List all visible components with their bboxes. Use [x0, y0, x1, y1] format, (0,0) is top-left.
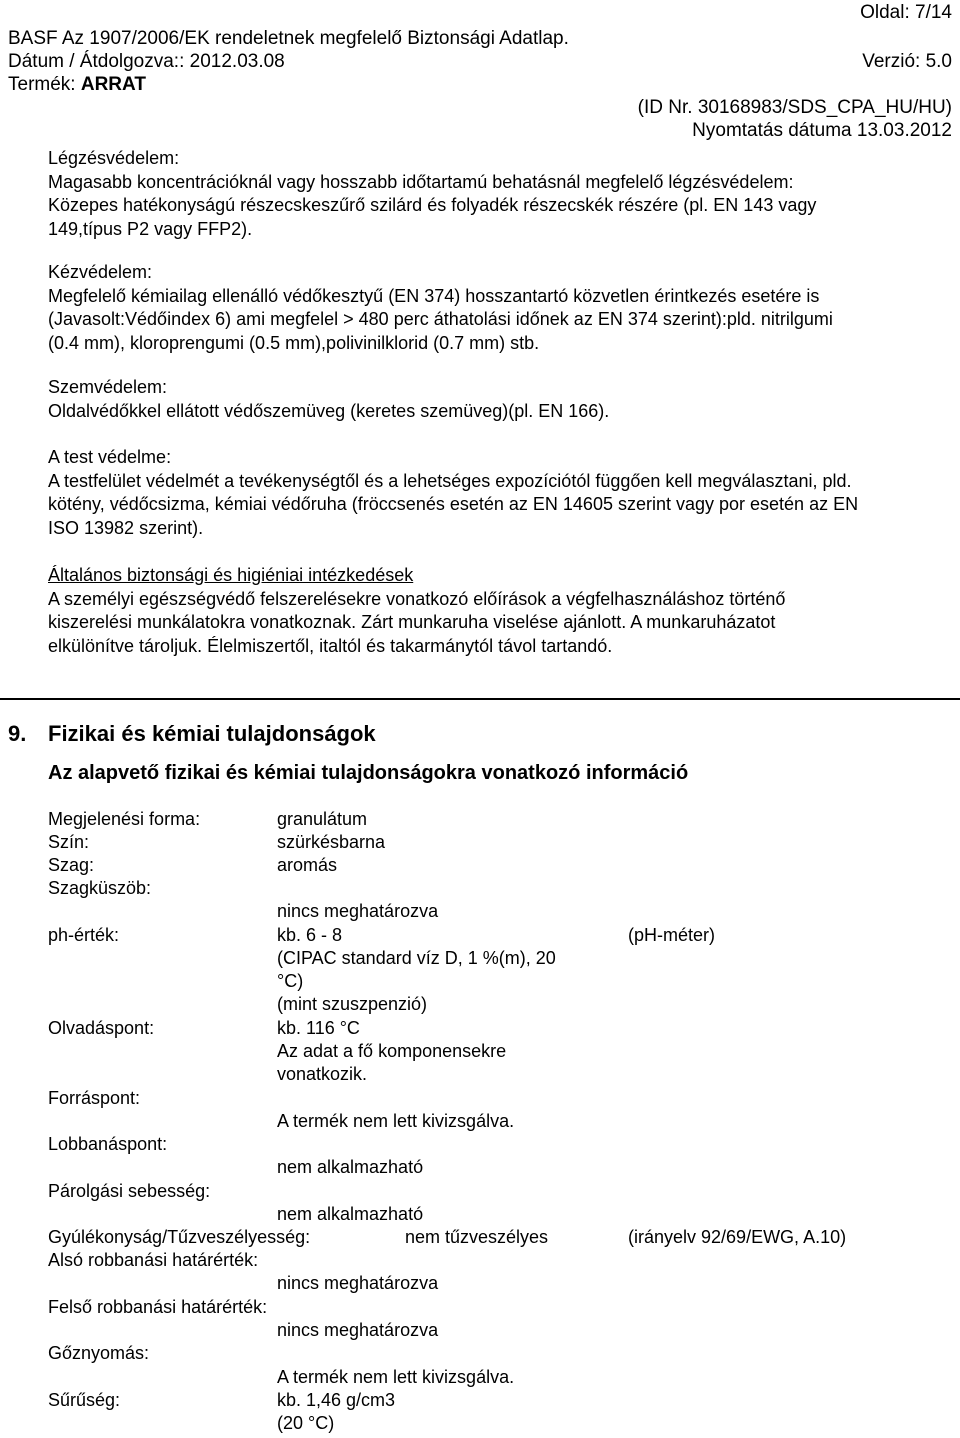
hand-line: (0.4 mm), kloroprengumi (0.5 mm),polivinilklorid (0.7 mm) stb. — [48, 332, 540, 353]
respiratory-line: Magasabb koncentrációknál vagy hosszabb időtartamú behatásnál megfelelő légzésvédelem: — [48, 171, 794, 192]
hand-section — [48, 261, 958, 355]
document-id: (ID Nr. 30168983/SDS_CPA_HU/HU) — [637, 97, 952, 118]
section-number: 9. — [8, 721, 27, 746]
eye-title: Szemvédelem: — [48, 377, 168, 397]
product-line — [8, 74, 146, 96]
flammability-value: nem tűzveszélyes — [405, 1227, 549, 1247]
print-date: Nyomtatás dátuma 13.03.2012 — [692, 120, 952, 141]
respiratory-line: 149,típus P2 vagy FFP2). — [48, 218, 253, 239]
section-divider — [0, 698, 960, 700]
density-label: Sűrűség: — [48, 1390, 121, 1410]
page-number: Oldal: 7/14 — [860, 2, 952, 23]
evaporation-rate-value: nem alkalmazható — [277, 1204, 424, 1224]
ph-method: (pH-méter) — [628, 925, 716, 945]
flammability-method: (irányelv 92/69/EWG, A.10) — [628, 1227, 847, 1247]
flammability-label: Gyúlékonyság/Tűzveszélyesség: — [48, 1227, 311, 1247]
boiling-point-value: A termék nem lett kivizsgálva. — [277, 1111, 515, 1131]
odor-threshold-label: Szagküszöb: — [48, 878, 152, 898]
regulation-line: BASF Az 1907/2006/EK rendeletnek megfelelő Biztonsági Adatlap. — [8, 28, 569, 49]
hygiene-line: kiszerelési munkálatokra vonatkoznak. Zárt munkaruha viselése ajánlott. A munkaruházatot — [48, 612, 776, 632]
hand-title: Kézvédelem: — [48, 262, 153, 282]
hygiene-title: Általános biztonsági és higiéniai intézkedések — [48, 565, 414, 585]
color-value: szürkésbarna — [277, 832, 386, 852]
color-label: Szín: — [48, 832, 90, 852]
upper-explosion-limit-value: nincs meghatározva — [277, 1320, 439, 1340]
flash-point-value: nem alkalmazható — [277, 1157, 424, 1177]
body-protection-line: A testfelület védelmét a tevékenységtől és a lehetséges expozíciótól függően kell megválasztani, pld. — [48, 470, 852, 491]
flash-point-label: Lobbanáspont: — [48, 1134, 168, 1154]
density-value: kb. 1,46 g/cm3 — [277, 1390, 396, 1410]
section-subtitle: Az alapvető fizikai és kémiai tulajdonságokra vonatkozó információ — [48, 762, 689, 784]
form-value: granulátum — [277, 809, 368, 829]
product-name: ARRAT — [80, 74, 146, 95]
odor-label: Szag: — [48, 855, 95, 875]
melting-point-label: Olvadáspont: — [48, 1018, 155, 1038]
hand-line: Megfelelő kémiailag ellenálló védőkesztyű (EN 374) hosszantartó közvetlen érintkezés esetére is — [48, 285, 820, 306]
boiling-point-label: Forráspont: — [48, 1088, 141, 1108]
ph-label: ph-érték: — [48, 925, 120, 945]
body-protection-line: kötény, védőcsizma, kémiai védőruha (fröccsenés esetén az EN 14605 szerint vagy por esetén az EN — [48, 494, 859, 514]
hygiene-section — [48, 564, 958, 658]
odor-threshold-value: nincs meghatározva — [277, 901, 439, 921]
ph-note: (CIPAC standard víz D, 1 %(m), 20 — [277, 948, 556, 968]
hygiene-line: A személyi egészségvédő felszerelésekre vonatkozó előírások a végfelhasználáshoz történő — [48, 588, 786, 609]
vapor-pressure-label: Gőznyomás: — [48, 1343, 150, 1363]
hand-line: (Javasolt:Védőindex 6) ami megfelel > 480 perc áthatolási időnek az EN 374 szerint):pld. nitrilgumi — [48, 309, 833, 329]
body-protection-title: A test védelme: — [48, 447, 172, 467]
form-label: Megjelenési forma: — [48, 809, 201, 829]
respiratory-title: Légzésvédelem: — [48, 148, 180, 168]
melting-point-note: vonatkozik. — [277, 1064, 368, 1084]
product-prefix: Termék: — [8, 74, 81, 95]
density-note: (20 °C) — [277, 1413, 335, 1433]
section-title: Fizikai és kémiai tulajdonságok — [48, 721, 376, 746]
respiratory-line: Közepes hatékonyságú részecskeszűrő szilárd és folyadék részecskék részére (pl. EN 143 vagy — [48, 195, 817, 215]
hygiene-line: elkülönítve tároljuk. Élelmiszertől, italtól és takarmánytól távol tartandó. — [48, 635, 613, 656]
date-line: Dátum / Átdolgozva:: 2012.03.08 — [8, 51, 285, 72]
eye-section — [48, 376, 958, 423]
version-label: Verzió: 5.0 — [862, 51, 952, 72]
melting-point-note: Az adat a fő komponensekre — [277, 1041, 507, 1061]
lower-explosion-limit-label: Alsó robbanási határérték: — [48, 1250, 259, 1270]
respiratory-section — [48, 147, 958, 241]
odor-value: aromás — [277, 855, 338, 875]
upper-explosion-limit-label: Felső robbanási határérték: — [48, 1297, 268, 1317]
eye-line: Oldalvédőkkel ellátott védőszemüveg (keretes szemüveg)(pl. EN 166). — [48, 400, 610, 421]
ph-note: (mint szuszpenzió) — [277, 994, 428, 1014]
ph-value: kb. 6 - 8 — [277, 925, 343, 945]
evaporation-rate-label: Párolgási sebesség: — [48, 1181, 211, 1201]
body-protection-line: ISO 13982 szerint). — [48, 517, 204, 538]
vapor-pressure-value: A termék nem lett kivizsgálva. — [277, 1367, 515, 1387]
ph-note: °C) — [277, 971, 304, 991]
body-protection-section — [48, 446, 958, 540]
melting-point-value: kb. 116 °C — [277, 1018, 360, 1038]
lower-explosion-limit-value: nincs meghatározva — [277, 1273, 439, 1293]
